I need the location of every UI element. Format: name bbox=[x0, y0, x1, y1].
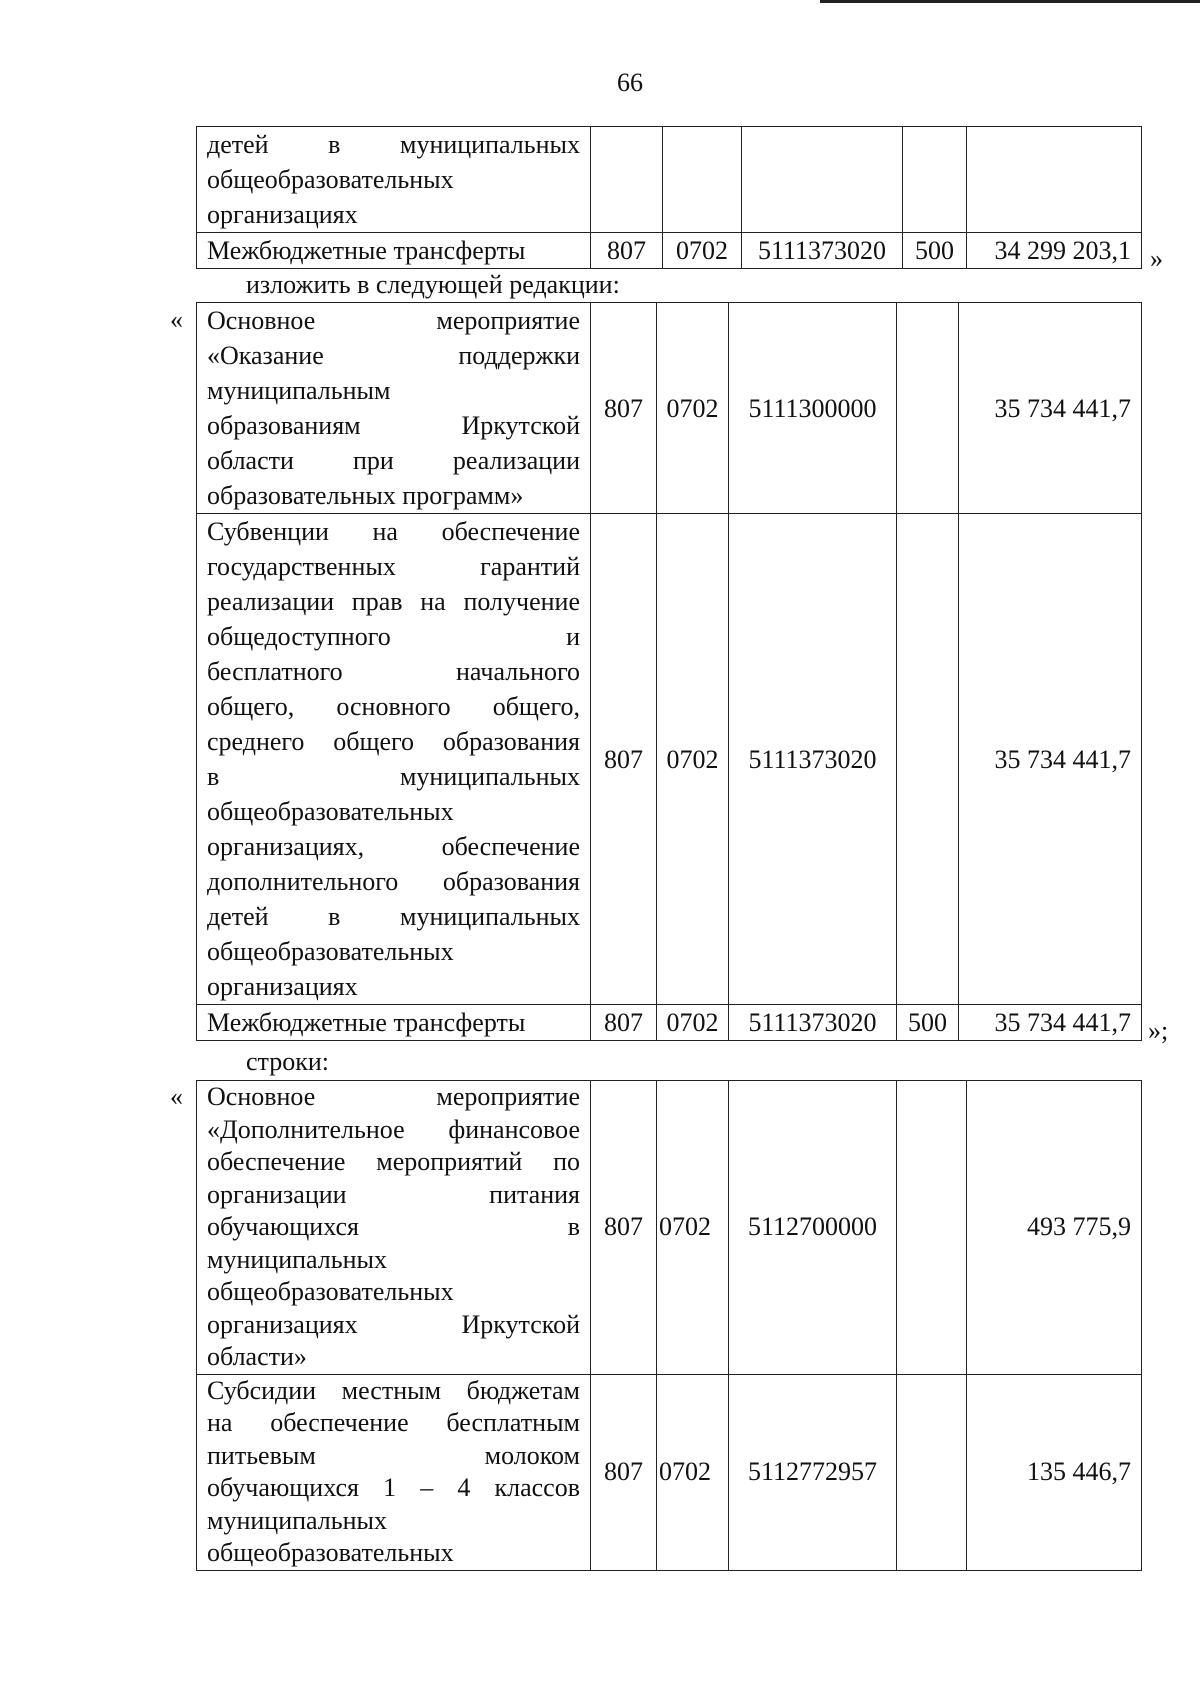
cell-section-code: 0702 bbox=[657, 1081, 729, 1375]
table-row bbox=[197, 1081, 1142, 1375]
description-line: Межбюджетные трансферты bbox=[207, 1008, 526, 1037]
row-description bbox=[197, 1374, 591, 1570]
description-line: общеобразовательных bbox=[207, 937, 454, 966]
description-line: обучающихся в bbox=[207, 1212, 580, 1241]
cell-section-code: 0702 bbox=[657, 1374, 729, 1570]
cell-department-code: 807 bbox=[591, 514, 657, 1005]
description-line: обучающихся 1 – 4 классов bbox=[207, 1473, 580, 1502]
description-line: образованиям Иркутской bbox=[207, 411, 580, 440]
cell-amount bbox=[967, 127, 1142, 233]
description-line: общеобразовательных bbox=[207, 1277, 454, 1306]
cell-department-code: 807 bbox=[591, 1005, 657, 1041]
cell-target-code bbox=[742, 127, 903, 233]
scan-edge-line bbox=[820, 0, 1200, 3]
table-continuation bbox=[196, 126, 1142, 269]
table-row bbox=[197, 303, 1142, 514]
description-line: организациях bbox=[207, 200, 358, 229]
table-rows bbox=[196, 1080, 1142, 1571]
cell-expense-type: 500 bbox=[897, 1005, 959, 1041]
description-line: муниципальных bbox=[207, 1244, 388, 1274]
row-description bbox=[197, 127, 591, 233]
table-row bbox=[197, 127, 1142, 233]
instruction-text: изложить в следующей редакции: bbox=[246, 270, 620, 299]
cell-department-code: 807 bbox=[591, 303, 657, 514]
description-line: общеобразовательных bbox=[207, 165, 454, 194]
description-line: общеобразовательных bbox=[207, 1538, 454, 1567]
description-line: области при реализации bbox=[207, 446, 580, 475]
table-row bbox=[197, 1374, 1142, 1570]
description-line: области» bbox=[207, 1342, 307, 1371]
cell-section-code bbox=[663, 127, 742, 233]
description-line: организациях bbox=[207, 972, 358, 1001]
description-line: организациях Иркутской bbox=[207, 1309, 580, 1339]
cell-target-code: 5111373020 bbox=[729, 514, 897, 1005]
row-description bbox=[197, 1005, 591, 1041]
cell-amount: 35 734 441,7 bbox=[959, 1005, 1142, 1041]
cell-expense-type: 500 bbox=[903, 233, 967, 269]
cell-section-code: 0702 bbox=[657, 303, 729, 514]
description-line: бесплатного начального bbox=[207, 657, 580, 686]
cell-amount: 493 775,9 bbox=[967, 1081, 1142, 1375]
table-row bbox=[197, 233, 1142, 269]
cell-expense-type bbox=[903, 127, 967, 233]
description-line: на обеспечение бесплатным bbox=[207, 1408, 580, 1437]
cell-amount: 135 446,7 bbox=[967, 1374, 1142, 1570]
cell-department-code: 807 bbox=[591, 1374, 657, 1570]
description-line: «Дополнительное финансовое bbox=[207, 1114, 580, 1144]
page-number: 66 bbox=[617, 68, 643, 97]
description-line: детей в муниципальных bbox=[207, 130, 580, 159]
cell-expense-type bbox=[897, 1374, 967, 1570]
row-description bbox=[197, 303, 591, 514]
cell-target-code: 5112772957 bbox=[729, 1374, 897, 1570]
cell-amount: 35 734 441,7 bbox=[959, 303, 1142, 514]
cell-section-code: 0702 bbox=[657, 514, 729, 1005]
closing-quote: »; bbox=[1148, 1016, 1169, 1045]
description-line: Основное мероприятие bbox=[207, 306, 580, 335]
cell-amount: 34 299 203,1 bbox=[967, 233, 1142, 269]
description-line: образовательных программ» bbox=[207, 481, 524, 510]
cell-target-code: 5111300000 bbox=[729, 303, 897, 514]
cell-expense-type bbox=[897, 303, 959, 514]
description-line: организации питания bbox=[207, 1179, 580, 1209]
description-line: Основное мероприятие bbox=[207, 1082, 580, 1111]
cell-amount: 35 734 441,7 bbox=[959, 514, 1142, 1005]
description-line: питьевым молоком bbox=[207, 1440, 580, 1470]
table-new-edition bbox=[196, 302, 1142, 1041]
cell-target-code: 5111373020 bbox=[742, 233, 903, 269]
description-line: реализации прав на получение bbox=[207, 587, 580, 616]
closing-quote: » bbox=[1150, 244, 1163, 273]
cell-expense-type bbox=[897, 1081, 967, 1375]
description-line: муниципальных bbox=[207, 1505, 388, 1535]
description-line: общедоступного и bbox=[207, 622, 580, 651]
row-description bbox=[197, 1081, 591, 1375]
table-row bbox=[197, 514, 1142, 1005]
description-line: муниципальным bbox=[207, 376, 391, 405]
row-description bbox=[197, 233, 591, 269]
opening-quote: « bbox=[170, 305, 183, 334]
description-line: в муниципальных bbox=[207, 762, 580, 791]
description-line: обеспечение мероприятий по bbox=[207, 1147, 580, 1176]
cell-expense-type bbox=[897, 514, 959, 1005]
description-line: Межбюджетные трансферты bbox=[207, 236, 526, 265]
description-line: дополнительного образования bbox=[207, 867, 580, 896]
description-line: государственных гарантий bbox=[207, 552, 580, 581]
description-line: общеобразовательных bbox=[207, 797, 454, 826]
description-line: детей в муниципальных bbox=[207, 902, 580, 931]
cell-section-code: 0702 bbox=[657, 1005, 729, 1041]
cell-department-code bbox=[591, 127, 663, 233]
description-line: Субсидии местным бюджетам bbox=[207, 1375, 580, 1405]
instruction-text: строки: bbox=[246, 1047, 329, 1076]
cell-department-code: 807 bbox=[591, 233, 663, 269]
description-line: общего, основного общего, bbox=[207, 692, 580, 721]
cell-target-code: 5112700000 bbox=[729, 1081, 897, 1375]
opening-quote: « bbox=[170, 1082, 183, 1111]
cell-target-code: 5111373020 bbox=[729, 1005, 897, 1041]
description-line: «Оказание поддержки bbox=[207, 341, 580, 370]
description-line: организациях, обеспечение bbox=[207, 832, 580, 861]
cell-section-code: 0702 bbox=[663, 233, 742, 269]
table-row bbox=[197, 1005, 1142, 1041]
cell-department-code: 807 bbox=[591, 1081, 657, 1375]
row-description bbox=[197, 514, 591, 1005]
description-line: Субвенции на обеспечение bbox=[207, 517, 580, 546]
description-line: среднего общего образования bbox=[207, 727, 580, 756]
